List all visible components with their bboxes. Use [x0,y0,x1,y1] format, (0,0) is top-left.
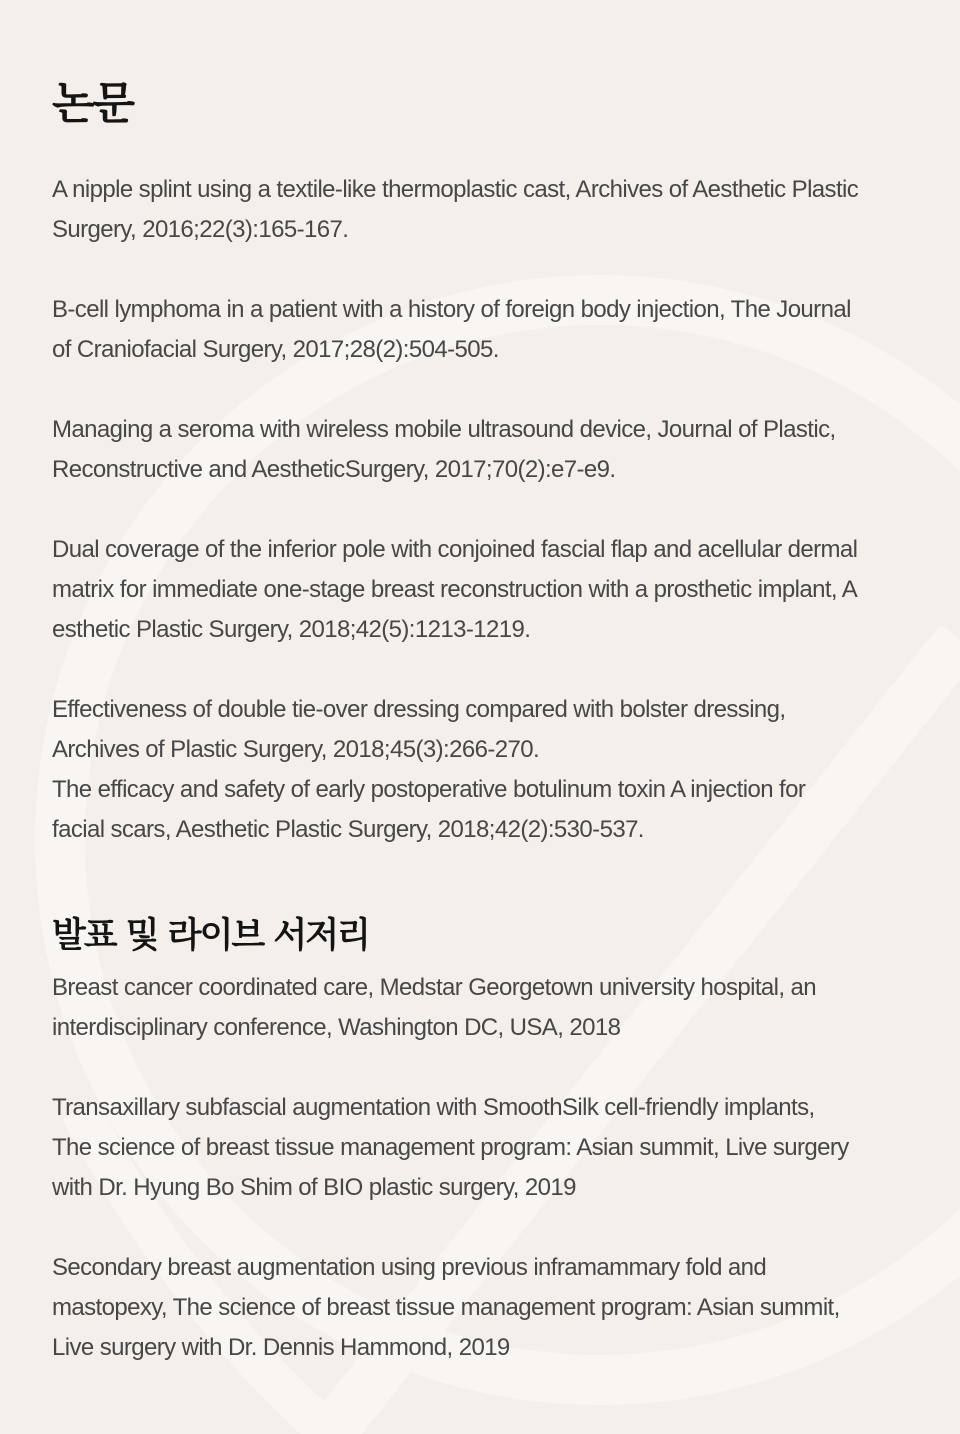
talk-entry: Secondary breast augmentation using previous inframammary fold and mastopexy, The science of breast tissue management program: Asian summit, Live surgery with Dr. Dennis Hammond, 2019 [52,1254,840,1361]
paper-entry: Dual coverage of the inferior pole with conjoined fascial flap and acellular dermal matrix for immediate one-stage breast reconstruction with a prosthetic implant, A esthetic Plastic Surgery, 2018;42(5):1213-1219. [52,536,858,643]
talks-section-title: 발표 및 라이브 서저리 [52,916,369,956]
talk-entry: Transaxillary subfascial augmentation with SmoothSilk cell-friendly implants, The science of breast tissue management program: Asian summit, Live surgery with Dr. Hyung Bo Shim of BIO plastic surgery, 2019 [52,1094,849,1201]
paper-entry: Managing a seroma with wireless mobile ultrasound device, Journal of Plastic, Reconstructive and AestheticSurgery, 2017;70(2):e7-e9. [52,416,836,483]
papers-section-title: 논문 [52,78,134,129]
paper-entry: A nipple splint using a textile-like thermoplastic cast, Archives of Aesthetic Plastic Surgery, 2016;22(3):165-167. [52,176,859,243]
paper-entry: B-cell lymphoma in a patient with a history of foreign body injection, The Journal of Craniofacial Surgery, 2017;28(2):504-505. [52,296,851,363]
talks-list [52,968,932,1368]
paper-entry: Effectiveness of double tie-over dressing compared with bolster dressing, Archives of Plastic Surgery, 2018;45(3):266-270. [52,696,786,763]
papers-list [52,170,932,850]
talk-entry: Breast cancer coordinated care, Medstar Georgetown university hospital, an interdisciplinary conference, Washington DC, USA, 2018 [52,974,817,1041]
paper-entry: The efficacy and safety of early postoperative botulinum toxin A injection for facial scars, Aesthetic Plastic Surgery, 2018;42(2):530-537. [52,776,806,843]
